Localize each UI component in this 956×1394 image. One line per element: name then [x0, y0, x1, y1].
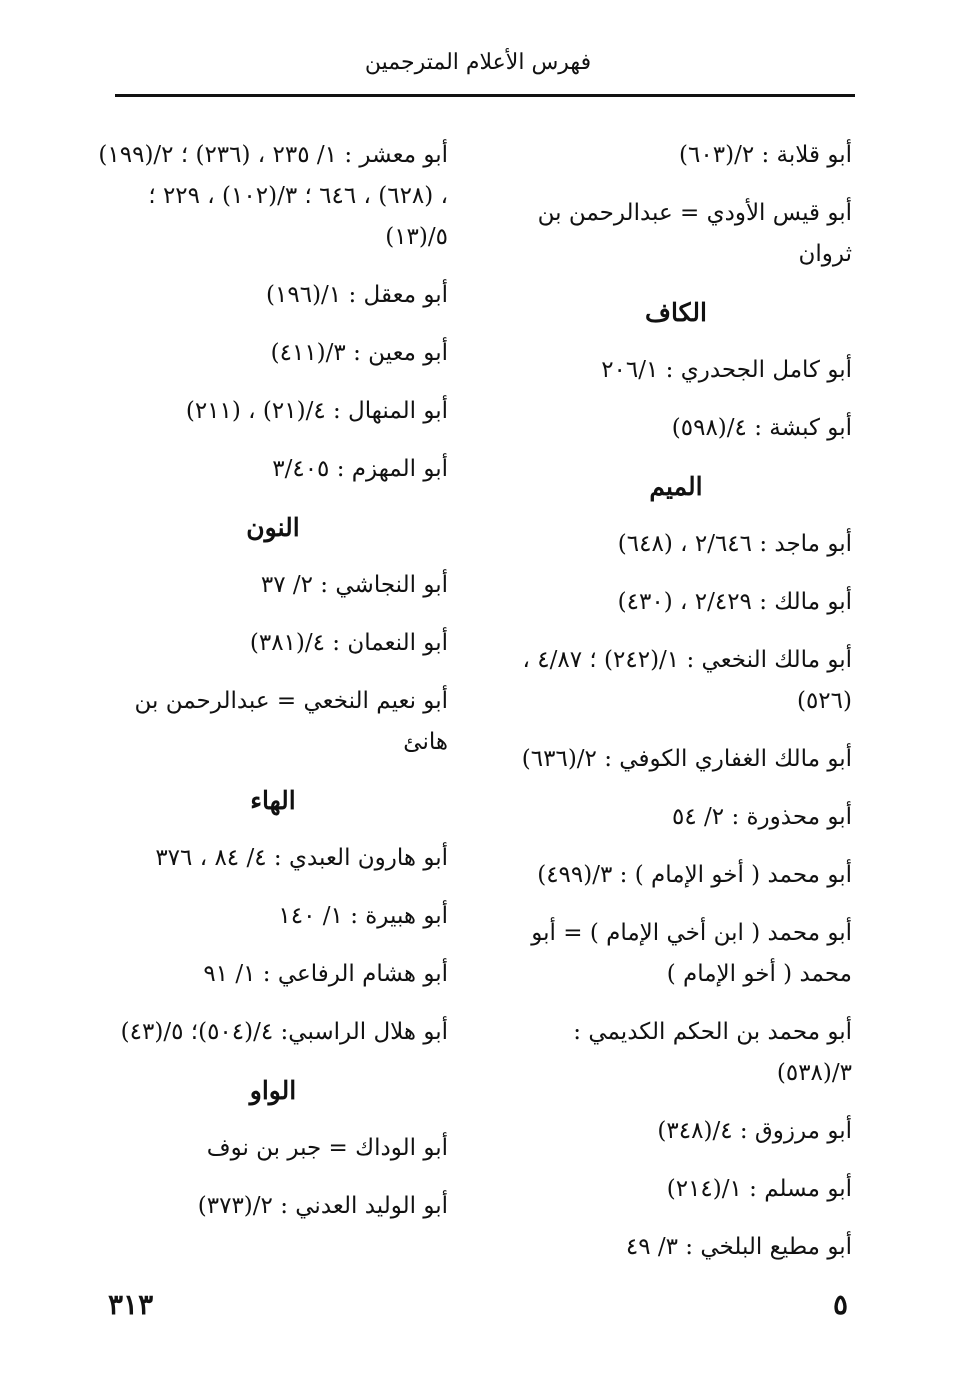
index-entry: أبو محذورة : ٢/ ٥٤: [672, 804, 852, 830]
index-entry: أبو مرزوق : ٤/(٣٤٨): [657, 1118, 852, 1144]
index-entry: أبو ماجد : ٢/٦٤٦ ، (٦٤٨): [617, 531, 852, 557]
index-entry: أبو مالك النخعي : ١/(٢٤٢) ؛ ٤/٨٧ ، (٥٢٦): [522, 647, 852, 714]
index-entry: أبو كبشة : ٤/(٥٩٨): [671, 415, 852, 441]
index-entry: أبو محمد ( ابن أخي الإمام ) = أبو محمد ( أخو الإمام ): [531, 920, 852, 987]
index-entry: أبو مطيع البلخي : ٣/ ٤٩: [625, 1234, 852, 1260]
index-entry: أبو نعيم النخعي = عبدالرحمن بن هانئ: [134, 688, 448, 755]
index-entry: أبو هلال الراسبي: ٤/(٥٠٤)؛ ٥/(٤٣): [120, 1019, 448, 1045]
right-column: [500, 135, 852, 1285]
index-entry: أبو محمد ( أخو الإمام ) : ٣/(٤٩٩): [537, 862, 852, 888]
index-entry: أبو هشام الرفاعي : ١/ ٩١: [203, 961, 448, 987]
index-entry: أبو قلابة : ٢/(٦٠٣): [679, 142, 852, 168]
section-heading-nun: النون: [246, 513, 300, 542]
index-entry: أبو محمد بن الحكم الكديمي : ٣/(٥٣٨): [573, 1019, 852, 1086]
section-heading-waw: الواو: [249, 1076, 297, 1105]
index-entry: أبو الوداك = جبر بن نوف: [206, 1135, 448, 1161]
index-entry: أبو معشر : ١/ ٢٣٥ ، (٢٣٦) ؛ ٢/(١٩٩) ، (٦٢٨) ، ٦٤٦ ؛ ٣/(١٠٢) ، ٢٢٩ ؛ ٥/(١٣): [98, 142, 448, 250]
index-entry: أبو المنهال : ٤/(٢١) ، (٢١١): [185, 398, 448, 424]
page-number: ٣١٣: [108, 1288, 154, 1321]
index-entry: أبو النجاشي : ٢/ ٣٧: [260, 572, 448, 598]
section-heading-kaf: الكاف: [645, 298, 707, 327]
index-entry: أبو هارون العبدي : ٤/ ٨٤ ، ٣٧٦: [155, 845, 448, 871]
running-head: فهرس الأعلام المترجمين: [364, 50, 592, 75]
index-entry: أبو الوليد العدني : ٢/(٣٧٣): [197, 1193, 448, 1219]
index-entry: أبو المهزم : ٣/٤٠٥: [272, 456, 448, 482]
index-entry: أبو كامل الجحدري : ٢٠٦/١: [601, 357, 852, 383]
index-entry: أبو مالك : ٢/٤٢٩ ، (٤٣٠): [617, 589, 852, 615]
index-entry: أبو قيس الأودي = عبدالرحمن بن ثروان: [537, 200, 852, 267]
volume-number: ٥: [832, 1288, 848, 1321]
index-entry: أبو معقل : ١/(١٩٦): [266, 282, 448, 308]
index-entry: أبو هبيرة : ١/ ١٤٠: [278, 903, 448, 929]
index-entry: أبو مسلم : ١/(٢١٤): [666, 1176, 852, 1202]
index-entry: أبو معين : ٣/(٤١١): [270, 340, 448, 366]
index-entry: أبو مالك الغفاري الكوفي : ٢/(٦٣٦): [521, 746, 852, 772]
index-entry: أبو النعمان : ٤/(٣٨١): [249, 630, 448, 656]
left-column: [98, 135, 448, 1244]
header-rule: [115, 94, 855, 97]
section-heading-mim: الميم: [649, 472, 703, 501]
section-heading-ha: الهاء: [250, 786, 296, 815]
